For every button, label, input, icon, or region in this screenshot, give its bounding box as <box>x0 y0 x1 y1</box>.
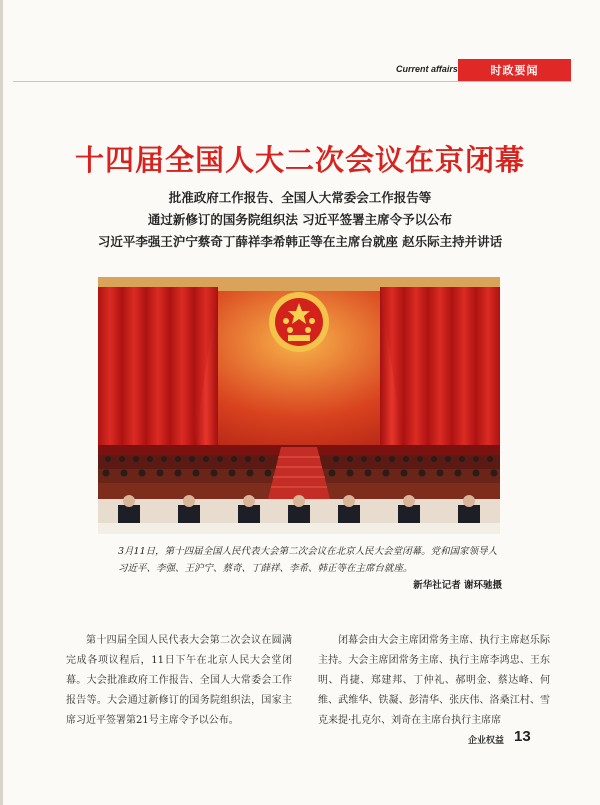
subhead-1: 批准政府工作报告、全国人大常委会工作报告等 <box>168 190 432 205</box>
section-label-en: Current affairs <box>396 64 458 74</box>
page-edge <box>0 0 3 805</box>
magazine-name: 企业权益 <box>468 736 505 746</box>
body-column-right: 闭幕会由大会主席团常务主席、执行主席赵乐际主持。大会主席团常务主席、执行主席李鸿忠、王东明、肖捷、郑建邦、丁仲礼、郝明金、蔡达峰、何维、武维华、铁凝、彭清华、张庆伟、洛桑江村、雪克来提·扎克尔、刘奇在主席台执行主席席 <box>318 635 550 726</box>
body-column-left: 第十四届全国人民代表大会第二次会议在圆满完成各项议程后，11日下午在北京人民大会堂闭幕。大会批准政府工作报告、全国人大常委会工作报告等。大会通过新修订的国务院组织法，国家主席习近平签署第21号主席令予以公布。 <box>66 635 292 726</box>
national-emblem-icon <box>269 292 329 352</box>
article-subheads <box>0 187 600 253</box>
article-headline: 十四届全国人大二次会议在京闭幕 <box>74 143 525 177</box>
header-divider <box>13 81 571 82</box>
photo-credit: 新华社记者 谢环驰摄 <box>413 580 502 591</box>
news-photo <box>98 277 500 534</box>
page-number: 13 <box>514 728 531 745</box>
subhead-3: 习近平李强王沪宁蔡奇丁薛祥李希韩正等在主席台就座 赵乐际主持并讲话 <box>97 234 503 249</box>
photo-caption: 3月11日，第十四届全国人民代表大会第二次会议在北京人民大会堂闭幕。党和国家领导人习近平、李强、王沪宁、蔡奇、丁薛祥、李希、韩正等在主席台就座。 <box>118 546 498 574</box>
subhead-2: 通过新修订的国务院组织法 习近平签署主席令予以公布 <box>147 212 453 227</box>
section-tag: 时政要闻 <box>458 59 571 82</box>
